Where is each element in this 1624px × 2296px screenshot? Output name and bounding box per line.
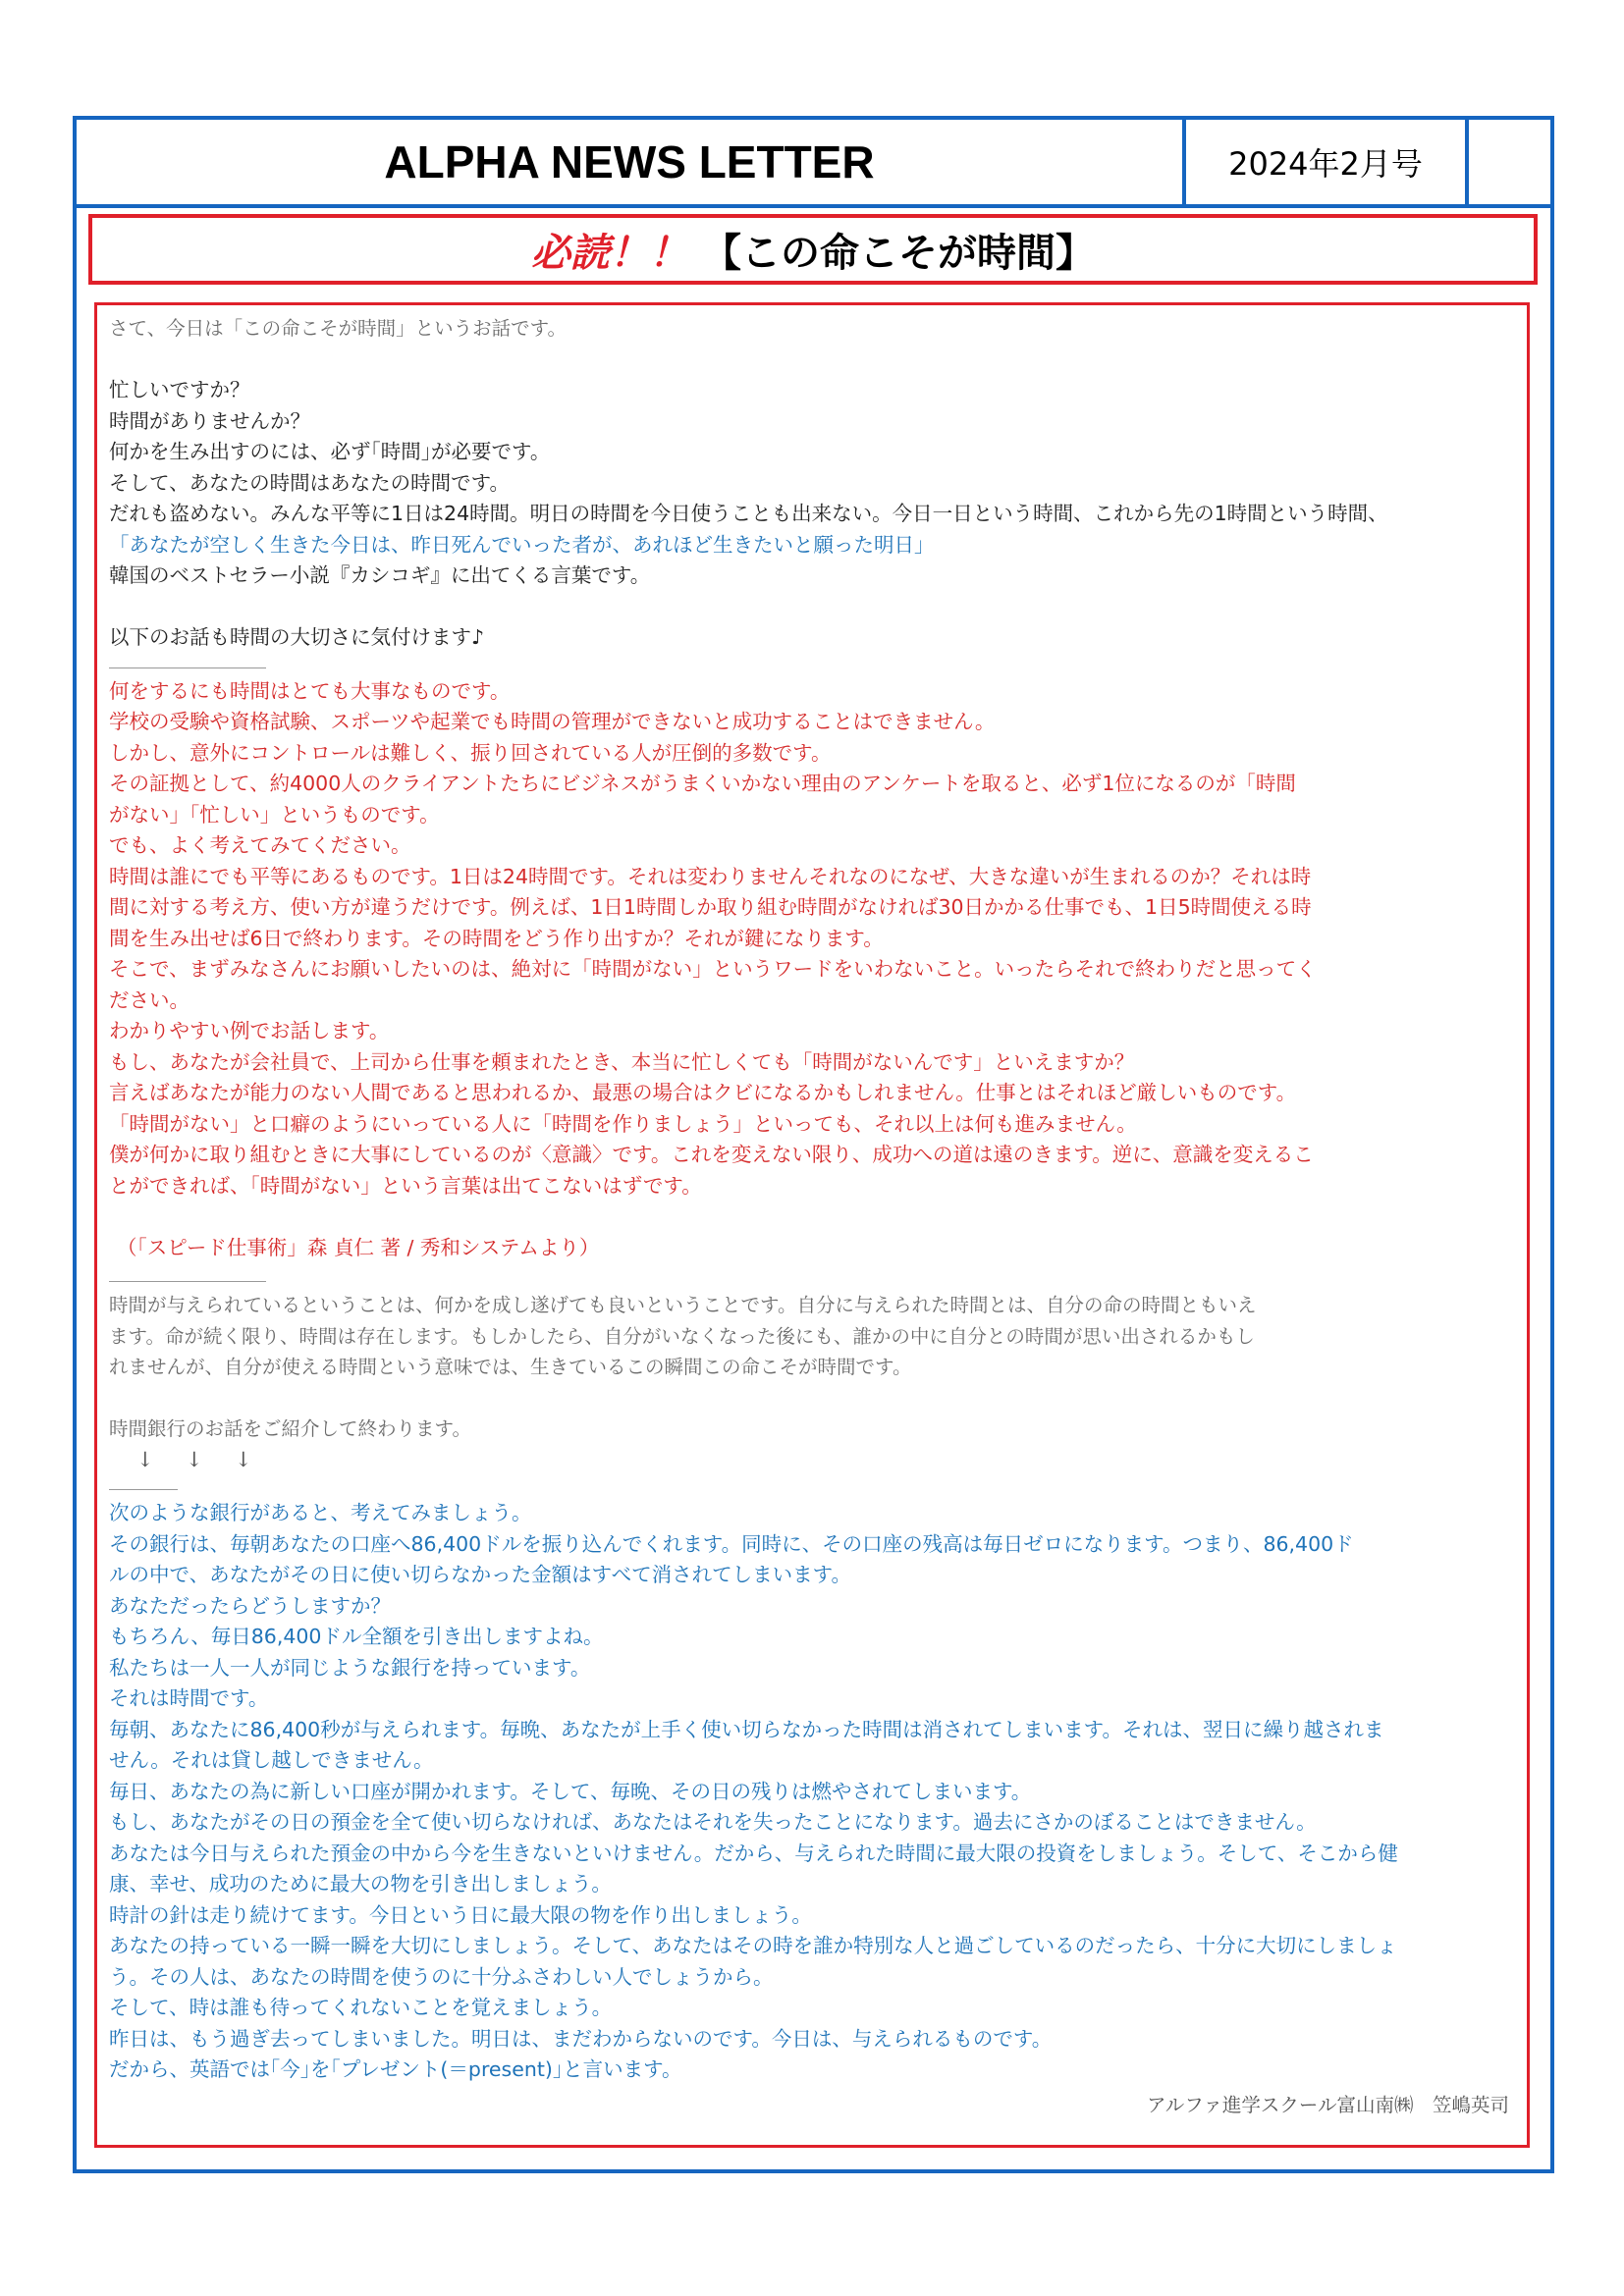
section-intro-lines (109, 375, 1515, 530)
excerpt-line: 間に対する考え方、使い方が違うだけです。例えば、1日1時間しか取り組む時間がなければ30日かかる仕事でも、1日5時間使える時 (109, 895, 1312, 919)
divider (109, 1281, 266, 1282)
story-line: それは時間です。 (109, 1686, 269, 1710)
header-empty-cell (1469, 120, 1550, 204)
story-line: その銀行は、毎朝あなたの口座へ86,400ドルを振り込んでくれます。同時に、その口座の残高は毎日ゼロになります。つまり、86,400ド (109, 1531, 1354, 1556)
excerpt-line: もし、あなたが会社員で、上司から仕事を頼まれたとき、本当に忙しくても「時間がないんです」といえますか？ (109, 1049, 1135, 1074)
story-line: あなただったらどうしますか？ (109, 1593, 391, 1618)
story-line: 時計の針は走り続けてます。今日という日に最大限の物を作り出しましょう。 (109, 1902, 812, 1927)
story-line: あなたは今日与えられた預金の中から今を生きないといけません。だから、与えられた時間に最大限の投資をしましょう。そして、そこから健 (109, 1841, 1398, 1865)
body-line: 時間がありませんか？ (109, 408, 310, 433)
excerpt-line: 時間は誰にでも平等にあるものです。1日は24時間です。それは変わりませんそれなのになぜ、大きな違いが生まれるのか？それは時 (109, 864, 1312, 888)
body-line: 忙しいですか？ (109, 378, 250, 401)
story-line: そして、時は誰も待ってくれないことを覚えましょう。 (109, 1996, 613, 2019)
author-signature: アルファ進学スクール富山南㈱ 笠嶋英司 (1147, 2093, 1509, 2116)
story-line: あなたの持っている一瞬一瞬を大切にしましょう。そして、あなたはその時を誰か特別な人と過ごしているのだったら、十分に大切にしましょ (109, 1934, 1397, 1957)
story-line: 昨日は、もう過ぎ去ってしまいました。明日は、まだわからないのです。今日は、与えられるものです。 (109, 2026, 1053, 2051)
excerpt-line: そこで、まずみなさんにお願いしたいのは、絶対に「時間がない」というワードをいわないこと。いったらそれで終わりだと思ってく (109, 957, 1317, 981)
down-arrow-icon: ↓ (235, 1447, 252, 1471)
intro-line: さて、今日は「この命こそが時間」というお話です。 (109, 317, 568, 340)
excerpt-line: 学校の受験や資格試験、スポーツや起業でも時間の管理ができないと成功することはできません。 (109, 710, 996, 733)
excerpt-line: 「時間がない」と口癖のようにいっている人に「時間を作りましょう」といっても、それ以上は何も進みません。 (109, 1111, 1137, 1136)
excerpt-line: しかし、意外にコントロールは難しく、振り回されている人が圧倒的多数です。 (109, 740, 832, 765)
story-line: もし、あなたがその日の預金を全て使い切らなければ、あなたはそれを失ったことになります。過去にさかのぼることはできません。 (109, 1810, 1317, 1834)
body-line: 何かを生み出すのには、必ず｢時間｣が必要です。 (109, 440, 551, 463)
divider (109, 1489, 178, 1490)
down-arrows (109, 1445, 1515, 1476)
story-line: う。その人は、あなたの時間を使うのに十分ふさわしい人でしょうから。 (109, 1964, 774, 1989)
story-line: 毎日、あなたの為に新しい口座が開かれます。そして、毎晩、その日の残りは燃やされてしまいます。 (109, 1779, 1032, 1803)
divider (109, 667, 266, 668)
bank-intro: 時間銀行のお話をご紹介して終わります。 (109, 1417, 471, 1440)
excerpt-citation: （「スピード仕事術」森 貞仁 著 / 秀和システムより） (117, 1235, 600, 1259)
excerpt-line: 言えばあなたが能力のない人間であると思われるか、最悪の場合はクビになるかもしれません。仕事とはそれほど厳しいものです。 (109, 1081, 1297, 1104)
excerpt-line: その証拠として、約4000人のクライアントたちにビジネスがうまくいかない理由のアンケートを取ると、必ず1位になるのが「時間 (109, 772, 1296, 795)
story-line: だから、英語では｢今｣を｢プレゼント(＝present)｣と言います。 (109, 2057, 682, 2081)
quote-source: 韓国のベストセラー小説『カシコギ』に出てくる言葉です。 (109, 563, 651, 587)
reflection-line: ます。命が続く限り、時間は存在します。もしかしたら、自分がいなくなった後にも、誰かの中に自分との時間が思い出されるかもし (109, 1324, 1255, 1348)
excerpt-line: 間を生み出せば6日で終わります。その時間をどう作り出すか？それが鍵になります。 (109, 926, 884, 950)
time-bank-story (109, 1498, 1515, 2086)
excerpt-line: とができれば、「時間がない」という言葉は出てこないはずです。 (109, 1173, 702, 1198)
quote-line: 「あなたが空しく生きた今日は、昨日死んでいった者が、あれほど生きたいと願った明日」 (109, 532, 935, 557)
issue-date: 2024年2月号 (1186, 120, 1469, 204)
excerpt-line: わかりやすい例でお話します。 (109, 1019, 390, 1042)
story-line: 私たちは一人一人が同じような銀行を持っています。 (109, 1655, 591, 1680)
reflection-line: 時間が与えられているということは、何かを成し遂げても良いということです。自分に与えられた時間とは、自分の命の時間ともいえ (109, 1294, 1257, 1316)
down-arrow-icon: ↓ (186, 1447, 203, 1471)
excerpt-line: 僕が何かに取り組むときに大事にしているのが〈意識〉です。これを変えない限り、成功への道は遠のきます。逆に、意識を変えるこ (109, 1143, 1314, 1166)
headline-emphasis: 必読！！ (531, 230, 688, 276)
story-line: 康、幸せ、成功のために最大の物を引き出しましょう。 (109, 1872, 612, 1896)
story-line: もちろん、毎日86,400ドル全額を引き出しますよね。 (109, 1625, 604, 1648)
story-line: 次のような銀行があると、考えてみましょう。 (109, 1501, 532, 1524)
body-line: だれも盗めない。みんな平等に1日は24時間。明日の時間を今日使うことも出来ない。今日一日という時間、これから先の1時間という時間、 (109, 502, 1388, 525)
excerpt-line: がない」「忙しい」というものです。 (109, 802, 440, 827)
excerpt-line: でも、よく考えてみてください。 (109, 833, 411, 857)
down-arrow-icon: ↓ (136, 1447, 154, 1471)
newsletter-title: ALPHA NEWS LETTER (77, 120, 1186, 204)
excerpt-line: 何をするにも時間はとても大事なものです。 (109, 678, 511, 703)
excerpt-line: ださい。 (109, 988, 189, 1012)
story-line: せん。それは貸し越しできません。 (109, 1748, 434, 1772)
reflection-line: れませんが、自分が使える時間という意味では、生きているこの瞬間この命こそが時間です。 (109, 1356, 912, 1378)
headline-title: 【この命こそが時間】 (702, 230, 1095, 276)
article-headline (88, 214, 1538, 285)
red-excerpt (109, 676, 1515, 1202)
story-line: ルの中で、あなたがその日に使い切らなかった金額はすべて消されてしまいます。 (109, 1563, 852, 1586)
newsletter-header (73, 116, 1554, 208)
article-body (94, 302, 1530, 2148)
body-line: そして、あなたの時間はあなたの時間です。 (109, 470, 510, 495)
gray-paragraph (109, 1290, 1515, 1383)
story-line: 毎朝、あなたに86,400秒が与えられます。毎晩、あなたが上手く使い切らなかった時間は消されてしまいます。それは、翌日に繰り越されま (109, 1717, 1384, 1741)
transition-line: 以下のお話も時間の大切さに気付けます♪ (109, 625, 485, 649)
